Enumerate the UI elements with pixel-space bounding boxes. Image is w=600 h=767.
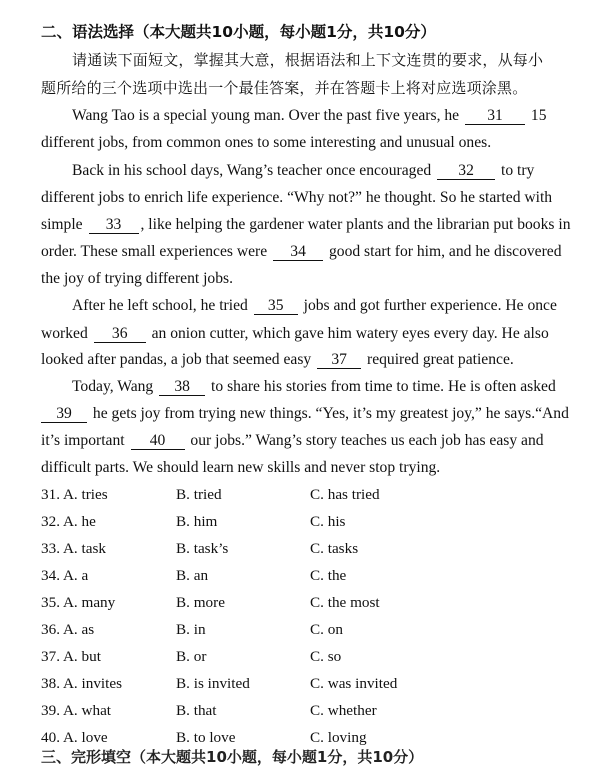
option-c: C. whether [310, 702, 377, 719]
text: he gets joy from trying new things. “Yes, it’s my greatest joy,” he says.“And [92, 405, 569, 422]
text: required great patience. [367, 351, 514, 368]
option-a: 36. A. as [41, 621, 95, 638]
instruction-line-2: 题所给的三个选项中选出一个最佳答案，并在答题卡上将对应选项涂黑。 [41, 79, 528, 97]
passage-line: different jobs, from common ones to some interesting and unusual ones. [41, 134, 492, 151]
blank-38: 38 [159, 379, 205, 396]
option-a: 34. A. a [41, 567, 89, 584]
option-b: B. more [176, 594, 225, 611]
option-b: B. tried [176, 486, 222, 503]
text: an onion cutter, which gave him watery eyes every day. He also [151, 325, 549, 342]
blank-31: 31 [465, 108, 525, 125]
option-c: C. the [310, 567, 347, 584]
passage-line: the joy of trying different jobs. [41, 270, 233, 287]
blank-40: 40 [131, 433, 185, 450]
option-a: 32. A. he [41, 513, 96, 530]
option-a: 40. A. love [41, 729, 108, 746]
option-a: 39. A. what [41, 702, 112, 719]
option-b: B. is invited [176, 675, 250, 692]
text: to try [500, 162, 535, 179]
option-a: 33. A. task [41, 540, 106, 557]
option-a: 35. A. many [41, 594, 116, 611]
blank-34: 34 [273, 244, 323, 261]
blank-39: 39 [41, 406, 87, 423]
blank-35: 35 [254, 298, 298, 315]
text: looked after pandas, a job that seemed easy [41, 351, 312, 368]
option-c: C. loving [310, 729, 367, 746]
passage-line [41, 215, 571, 235]
instruction-line-1: 请通读下面短文，掌握其大意，根据语法和上下文连贯的要求，从每小 [72, 51, 544, 69]
option-c: C. tasks [310, 540, 359, 557]
text: 15 [530, 107, 547, 124]
blank-36: 36 [94, 326, 146, 343]
option-c: C. the most [310, 594, 380, 611]
passage-line [72, 377, 556, 397]
blank-33: 33 [89, 217, 139, 234]
text: to share his stories from time to time. He is often asked [211, 378, 556, 395]
option-b: B. task’s [176, 540, 229, 557]
passage-line [72, 161, 534, 181]
blank-32: 32 [437, 163, 495, 180]
passage-line [41, 431, 544, 451]
text: order. These small experiences were [41, 243, 268, 260]
option-b: B. an [176, 567, 209, 584]
option-b: B. to love [176, 729, 236, 746]
passage-line [41, 242, 562, 262]
option-a: 31. A. tries [41, 486, 108, 503]
text: worked [41, 325, 88, 342]
option-b: B. him [176, 513, 218, 530]
blank-37: 37 [317, 352, 361, 369]
option-b: B. in [176, 621, 206, 638]
option-b: B. that [176, 702, 217, 719]
option-c: C. has tried [310, 486, 380, 503]
passage-line: different jobs to enrich life experience. “Why not?” he thought. So he started with [41, 189, 553, 206]
passage-line [72, 296, 557, 316]
section-heading: 二、语法选择（本大题共10小题，每小题1分，共10分） [41, 23, 436, 41]
option-a: 37. A. but [41, 648, 101, 665]
text: simple [41, 216, 83, 233]
passage-line: difficult parts. We should learn new skills and never stop trying. [41, 459, 441, 476]
text: our jobs.” Wang’s story teaches us each job has easy and [190, 432, 544, 449]
option-c: C. was invited [310, 675, 398, 692]
passage-line [72, 106, 547, 126]
text: jobs and got further experience. He once [303, 297, 557, 314]
text: good start for him, and he discovered [328, 243, 562, 260]
text: After he left school, he tried [72, 297, 248, 314]
text: it’s important [41, 432, 125, 449]
option-c: C. so [310, 648, 342, 665]
text: Today, Wang [72, 378, 154, 395]
text: Wang Tao is a special young man. Over the past five years, he [72, 107, 460, 124]
passage-line [41, 404, 569, 424]
option-c: C. on [310, 621, 343, 638]
passage-line [41, 324, 549, 344]
text: , like helping the gardener water plants and the librarian put books in [140, 216, 571, 233]
option-a: 38. A. invites [41, 675, 123, 692]
next-section-heading: 三、完形填空（本大题共10小题，每小题1分，共10分） [41, 748, 424, 766]
passage-line [41, 350, 514, 370]
option-c: C. his [310, 513, 346, 530]
text: Back in his school days, Wang’s teacher once encouraged [72, 162, 432, 179]
option-b: B. or [176, 648, 207, 665]
